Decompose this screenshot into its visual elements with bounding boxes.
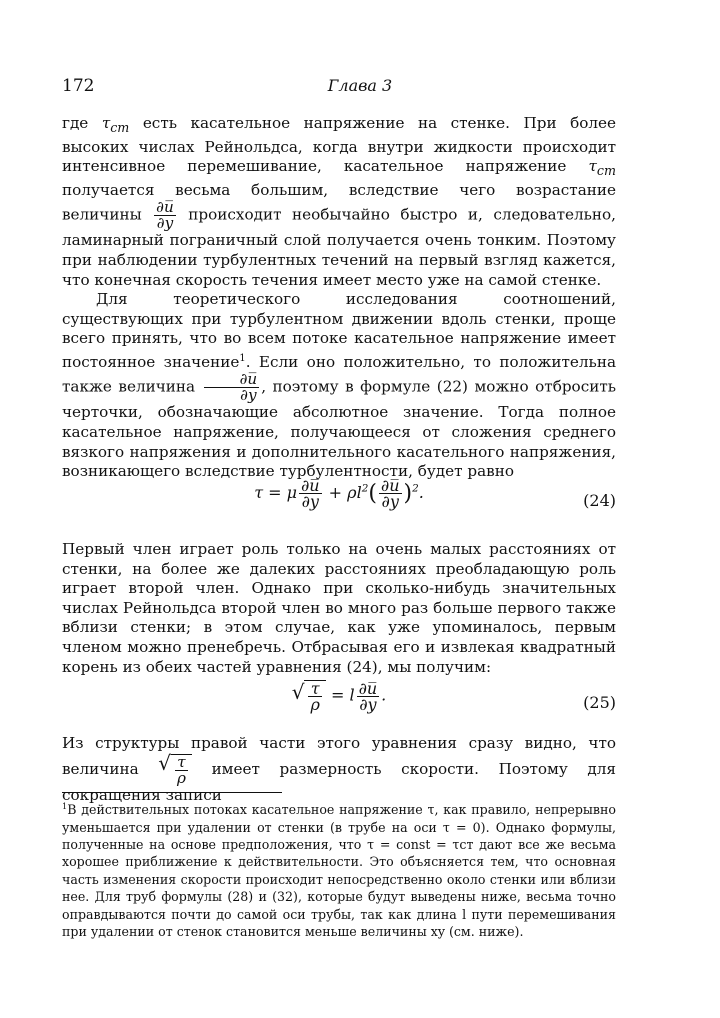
derivative-fraction: $\frac{\partial u̅}{\partial y}$ <box>204 372 260 403</box>
equation-body: √ $\frac{\tau}{\rho}$ = l $\frac{\partial u̅}{\partial y}$ . <box>291 678 387 714</box>
text: . Если оно положительно, то положительна также величина <box>62 352 617 396</box>
equation-body: τ = μ $\frac{\partial u̅}{\partial y}$ + $\rho l^2$( $\frac{\partial u̅}{\partial y}$ )$^2$. <box>254 476 424 511</box>
page-header <box>62 76 658 100</box>
paragraph-2 <box>62 290 616 482</box>
paragraph-3: Первый член играет роль только на очень малых расстояниях от стенки, на более же далеких расстояниях преобладающую роль играет второй член. Однако при сколько-нибудь значительных числах Рейнольдса второй член во много раз больше первого также вблизи стенки; в этом случае, как уже упоминалось, первым членом можно пренебречь. Отбрасывая его и извлекая квадратный корень из обеих частей уравнения (24), мы получим: <box>62 540 616 676</box>
tau-symbol: $\tau_{ст}$ <box>101 114 130 136</box>
sqrt-expression: √ $\frac{\tau}{\rho}$ <box>158 754 192 786</box>
sqrt-expression: √ $\frac{\tau}{\rho}$ <box>292 680 326 712</box>
equation-number: (25) <box>583 693 616 712</box>
tau-symbol: $\tau_{ст}$ <box>588 157 616 179</box>
paragraph-1 <box>62 114 616 290</box>
equation-25 <box>62 680 616 724</box>
text: , поэтому в формуле (22) можно отбросить черточки, обозначающие абсолютное значение. Тогда полное касательное напряжение, получающееся от сложения среднего вязкого напряжения и дополнительного касательного напряжения, возникающего вследствие турбулентности, будет равно <box>62 377 616 481</box>
footnote-text: В действительных потоках касательное напряжение τ, как правило, непрерывно уменьшается при удалении от стенки (в трубе на оси τ = 0). Однако формулы, полученные на основе предположения, что τ = const = τст дают все же весьма хорошее приближение к действительности. Это объясняется тем, что основная часть изменения скорости происходит непосредственно около стенки или вблизи нее. Для труб формулы (28) и (32), которые будут выведены ниже, весьма точно оправдываются почти до самой оси трубы, так как длина l пути перемешивания при удалении от стенок становится меньше величины xy (см. ниже). <box>62 802 616 940</box>
text: Из структуры правой части этого уравнения сразу видно, что величина <box>62 734 616 778</box>
footnote-mark[interactable]: 1 <box>239 352 246 364</box>
text: имеет размерность скорости. Поэтому для сокращения записи <box>62 759 616 804</box>
paragraph-4 <box>62 734 616 805</box>
footnote-mark: 1 <box>62 801 68 811</box>
footnote <box>62 798 616 940</box>
equation-24 <box>62 478 616 524</box>
text: Для теоретического исследования соотношений, существующих при турбулентном движении вдоль стенки, проще всего принять, что во всем потоке касательное напряжение имеет постоянное значение <box>62 290 616 371</box>
derivative-fraction: $\frac{\partial u̅}{\partial y}$ <box>156 198 174 233</box>
page-number: 172 <box>62 76 95 96</box>
text: происходит необычайно быстро и, следовательно, ламинарный пограничный слой получается очень тонким. Поэтому при наблюдении турбулентных течений на первый взгляд кажется, что конечная скорость течения имеет место уже на самой стенке. <box>62 205 616 289</box>
running-title: Глава 3 <box>327 76 393 95</box>
equation-number: (24) <box>583 491 616 510</box>
footnote-divider <box>62 792 282 793</box>
text: получается весьма большим, вследствие чего возрастание величины <box>62 180 616 224</box>
text: где <box>62 114 102 132</box>
text: есть касательное напряжение на стенке. При более высоких числах Рейнольдса, когда внутри жидкости происходит интенсивное перемешивание, касательное напряжение <box>62 114 616 176</box>
